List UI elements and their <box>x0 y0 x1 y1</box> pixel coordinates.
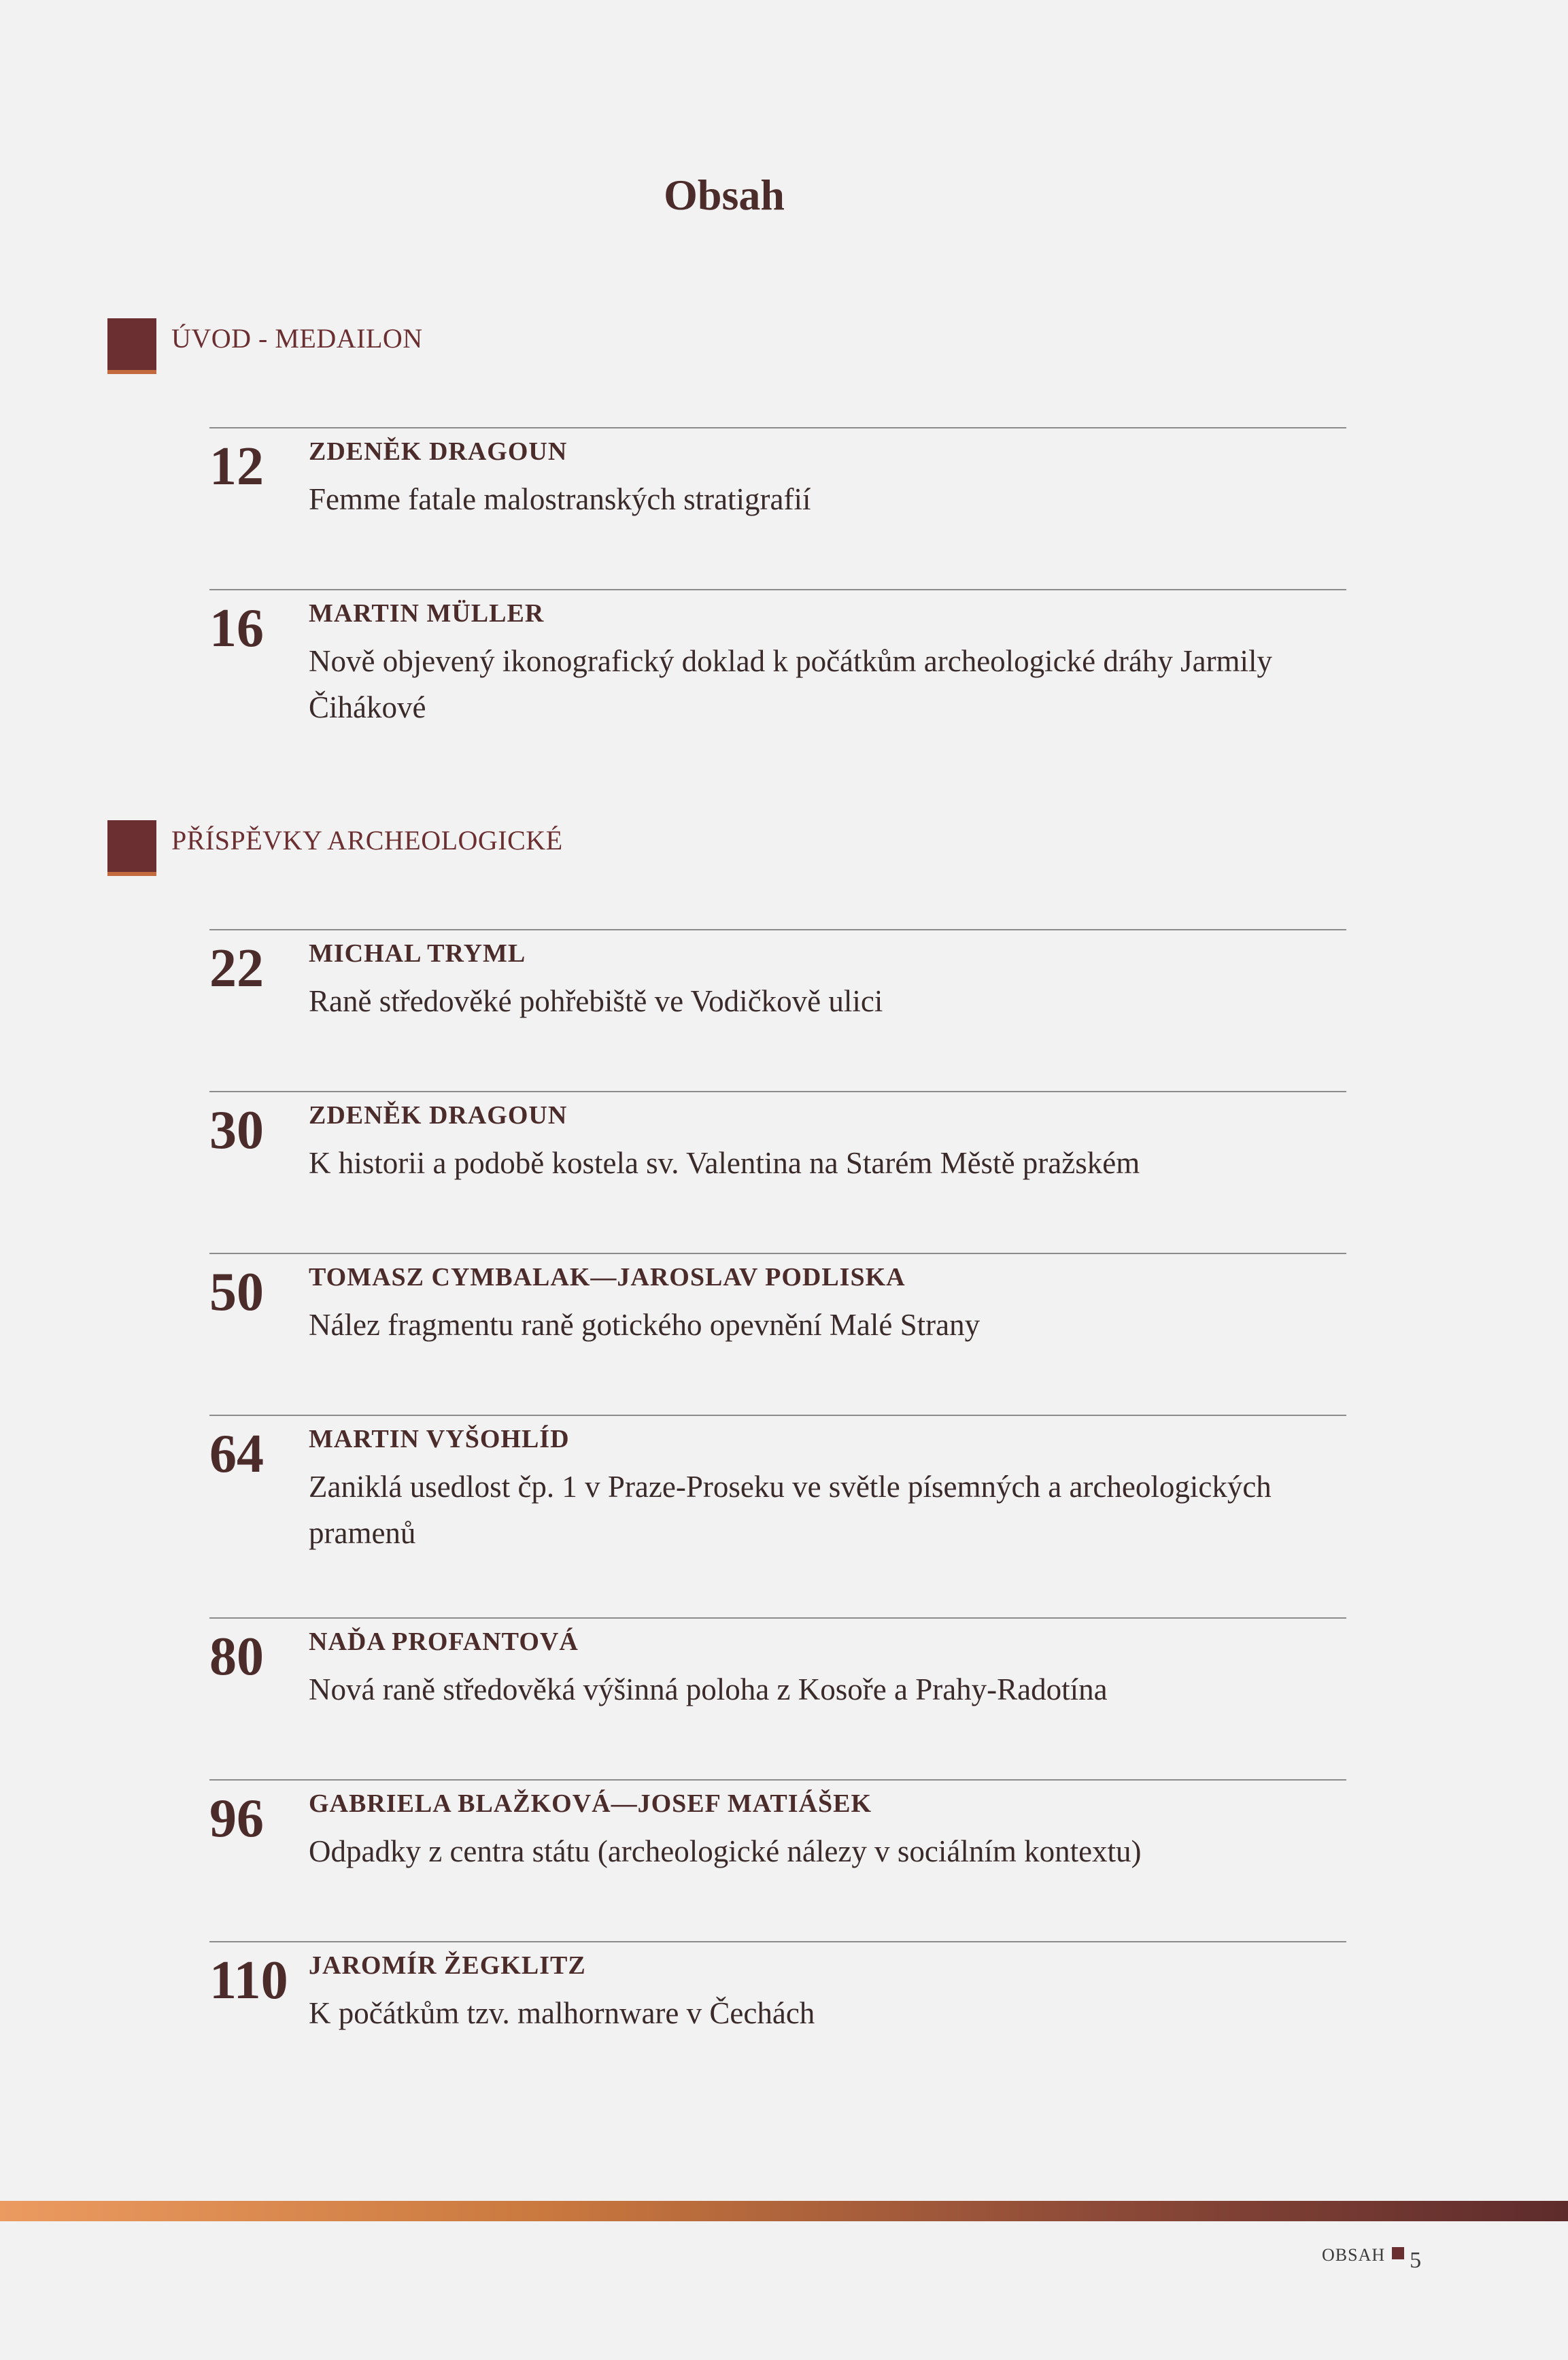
entry-author: NAĎA PROFANTOVÁ <box>309 1628 579 1656</box>
entry-title: Odpadky z centra státu (archeologické nálezy v sociálním kontextu) <box>309 1834 1142 1868</box>
entry-page-number: 50 <box>209 1262 264 1322</box>
entry-divider <box>209 1617 1346 1619</box>
page-footer <box>1322 2241 1422 2273</box>
entry-page-number: 12 <box>209 437 264 496</box>
page-title: Obsah <box>664 171 785 219</box>
toc-entry[interactable] <box>209 1617 1346 1706</box>
entry-author: ZDENĚK DRAGOUN <box>309 1101 568 1130</box>
entry-author: JAROMÍR ŽEGKLITZ <box>309 1951 586 1980</box>
toc-entry[interactable] <box>209 1941 1346 2030</box>
toc-entry[interactable] <box>209 1779 1346 1868</box>
entry-title: K počátkům tzv. malhornware v Čechách <box>309 1996 815 2030</box>
entry-divider <box>209 427 1346 428</box>
entry-page-number: 22 <box>209 939 264 998</box>
section-title: PŘÍSPĚVKY ARCHEOLOGICKÉ <box>171 825 563 856</box>
entry-title: Nově objevený ikonografický doklad k počátkům archeologické dráhy Jarmily Čihákové <box>309 644 1273 724</box>
entry-title: Nález fragmentu raně gotického opevnění Malé Strany <box>309 1308 981 1342</box>
entry-title: K historii a podobě kostela sv. Valentina na Starém Městě pražském <box>309 1146 1140 1180</box>
entry-author: ZDENĚK DRAGOUN <box>309 437 568 466</box>
section-marker-icon <box>107 318 156 374</box>
entry-author: GABRIELA BLAŽKOVÁ—JOSEF MATIÁŠEK <box>309 1789 872 1818</box>
toc-entry[interactable] <box>209 1415 1346 1550</box>
entry-author: TOMASZ CYMBALAK—JAROSLAV PODLISKA <box>309 1263 906 1292</box>
toc-entry[interactable] <box>209 427 1346 516</box>
entry-author: MICHAL TRYML <box>309 939 526 968</box>
toc-entry[interactable] <box>209 1253 1346 1342</box>
entry-divider <box>209 1253 1346 1254</box>
footer-gradient-bar <box>0 2201 1568 2221</box>
entry-divider <box>209 1941 1346 1942</box>
section-marker-icon <box>107 820 156 876</box>
entry-title: Femme fatale malostranských stratigrafií <box>309 482 811 516</box>
entry-divider <box>209 1415 1346 1416</box>
entry-divider <box>209 929 1346 930</box>
section-title: ÚVOD - MEDAILON <box>171 323 423 354</box>
entry-page-number: 64 <box>209 1424 264 1484</box>
entry-author: MARTIN VYŠOHLÍD <box>309 1425 570 1453</box>
toc-entry[interactable] <box>209 929 1346 1018</box>
toc-entry[interactable] <box>209 589 1346 724</box>
footer-label: OBSAH <box>1322 2245 1386 2265</box>
footer-page-number: 5 <box>1410 2248 1422 2273</box>
entry-divider <box>209 1091 1346 1092</box>
entry-page-number: 30 <box>209 1100 264 1160</box>
entry-page-number: 16 <box>209 599 264 658</box>
toc-entry[interactable] <box>209 1091 1346 1180</box>
entry-page-number: 110 <box>209 1951 288 2010</box>
entry-title: Zaniklá usedlost čp. 1 v Praze-Proseku ve světle písemných a archeologických pramenů <box>309 1470 1272 1550</box>
footer-square-icon <box>1392 2247 1404 2259</box>
entry-title: Raně středověké pohřebiště ve Vodičkově ulici <box>309 984 883 1018</box>
entry-divider <box>209 1779 1346 1781</box>
entry-divider <box>209 589 1346 590</box>
entry-title: Nová raně středověká výšinná poloha z Kosoře a Prahy-Radotína <box>309 1672 1108 1706</box>
entry-page-number: 80 <box>209 1627 264 1687</box>
entry-author: MARTIN MÜLLER <box>309 599 545 628</box>
entry-page-number: 96 <box>209 1789 264 1849</box>
